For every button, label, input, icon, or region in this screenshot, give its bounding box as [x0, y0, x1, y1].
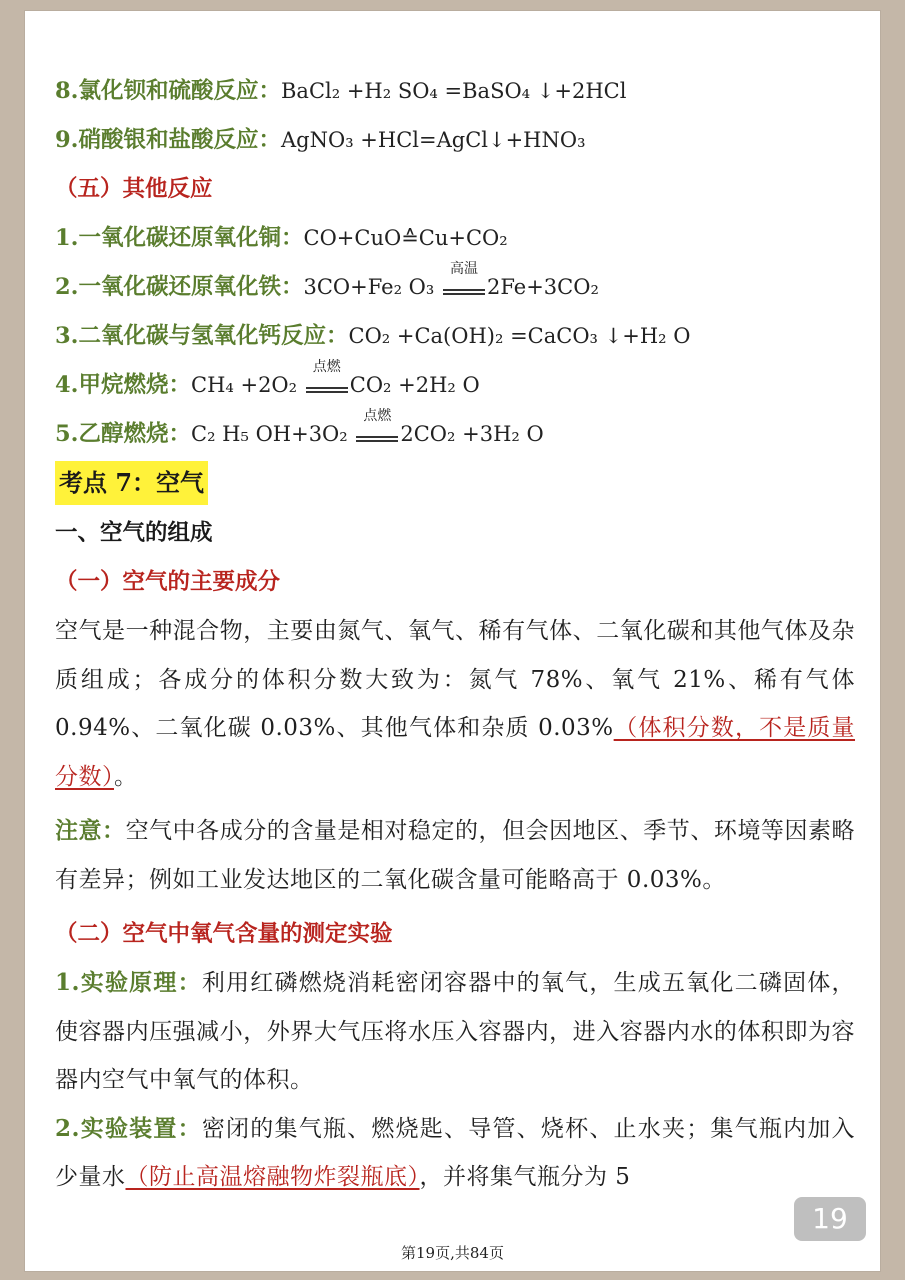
principle-text: 利用红磷燃烧消耗密闭容器中的氧气，生成五氧化二磷固体，使容器内压强减小，外界大气压将水压入容器内，进入容器内水的体积即为容器内空气中氧气的体积。 [55, 970, 856, 1093]
topic-title-row [55, 459, 855, 509]
notice-label: 注意： [55, 817, 126, 844]
device-label: 2.实验装置： [55, 1114, 202, 1142]
reaction-label: 9.硝酸银和盐酸反应： [55, 127, 281, 153]
condition-text: 点燃 [312, 359, 341, 375]
reaction-line-8 [55, 67, 855, 116]
notice-paragraph [55, 807, 855, 904]
principle-label: 1.实验原理： [55, 969, 202, 996]
reaction-line-9 [55, 116, 855, 165]
reaction-line-5 [55, 410, 855, 459]
reaction-label: 4.甲烷燃烧： [55, 372, 191, 398]
reaction-formula: CO+CuO≙Cu+CO₂ [303, 226, 508, 250]
section-heading: （五）其他反应 [55, 176, 213, 202]
reaction-formula: BaCl₂ +H₂ SO₄ =BaSO₄ ↓+2HCl [281, 79, 627, 103]
principle-paragraph [55, 959, 855, 1105]
device-paragraph [55, 1105, 855, 1202]
device-end: ，并将集气瓶分为 5 [419, 1164, 631, 1190]
device-note: （防止高温熔融物炸裂瓶底） [125, 1164, 420, 1190]
reaction-formula: CO₂ +Ca(OH)₂ =CaCO₃ ↓+H₂ O [348, 324, 691, 348]
reaction-lhs: C₂ H₅ OH+3O₂ [191, 422, 355, 446]
experiment-heading-row [55, 910, 855, 959]
reaction-lhs: CH₄ +2O₂ [191, 373, 304, 397]
reaction-line-4 [55, 361, 855, 410]
page-content [55, 67, 855, 1202]
reaction-condition [354, 408, 400, 450]
section-heading: （一）空气的主要成分 [55, 569, 281, 595]
reaction-formula: AgNO₃ +HCl=AgCl↓+HNO₃ [281, 128, 586, 152]
reaction-label: 5.乙醇燃烧： [55, 421, 191, 447]
double-equals-sign [356, 436, 398, 442]
topic-subtitle-row [55, 509, 855, 558]
reaction-rhs: 2CO₂ +3H₂ O [400, 422, 544, 446]
section-heading-other [55, 165, 855, 214]
reaction-condition [304, 359, 350, 401]
double-equals-sign [443, 289, 485, 295]
reaction-lhs: 3CO+Fe₂ O₃ [303, 275, 441, 299]
device-text: 密闭的集气瓶、燃烧匙、导管、烧杯、止水夹；集气瓶内加入少量水 [55, 1115, 856, 1190]
page-footer: 第19页,共84页 [401, 1244, 504, 1262]
page-number-badge: 19 [794, 1197, 866, 1241]
section-heading: （二）空气中氧气含量的测定实验 [55, 921, 393, 947]
reaction-label: 2.一氧化碳还原氧化铁： [55, 274, 304, 300]
reaction-rhs: CO₂ +2H₂ O [349, 373, 480, 397]
reaction-label: 1.一氧化碳还原氧化铜： [55, 225, 304, 251]
composition-end: 。 [114, 763, 138, 790]
reaction-label: 3.二氧化碳与氢氧化钙反应： [55, 323, 349, 349]
reaction-rhs: 2Fe+3CO₂ [487, 275, 599, 299]
composition-text: 空气是一种混合物，主要由氮气、氧气、稀有气体、二氧化碳和其他气体及杂质组成；各成分的体积分数大致为：氮气 78%、氧气 21%、稀有气体 0.94%、二氧化碳 0.03%、其他气体和杂质 0.03% [55, 618, 855, 741]
double-equals-sign [306, 387, 348, 393]
condition-text: 高温 [450, 261, 478, 277]
reaction-line-3 [55, 312, 855, 361]
composition-note: （体积分数，不是质量分数） [55, 715, 856, 790]
topic-subtitle: 一、空气的组成 [55, 520, 213, 546]
reaction-line-1 [55, 214, 855, 263]
notice-text: 空气中各成分的含量是相对稳定的，但会因地区、季节、环境等因素略有差异；例如工业发达地区的二氧化碳含量可能略高于 0.03%。 [55, 818, 856, 893]
composition-paragraph [55, 607, 855, 801]
reaction-label: 8.氯化钡和硫酸反应： [55, 78, 281, 104]
document-page [24, 10, 881, 1272]
topic-title: 考点 7：空气 [55, 461, 208, 505]
reaction-line-2 [55, 263, 855, 312]
reaction-condition [441, 261, 487, 303]
composition-heading-row [55, 558, 855, 607]
condition-text: 点燃 [363, 408, 392, 424]
